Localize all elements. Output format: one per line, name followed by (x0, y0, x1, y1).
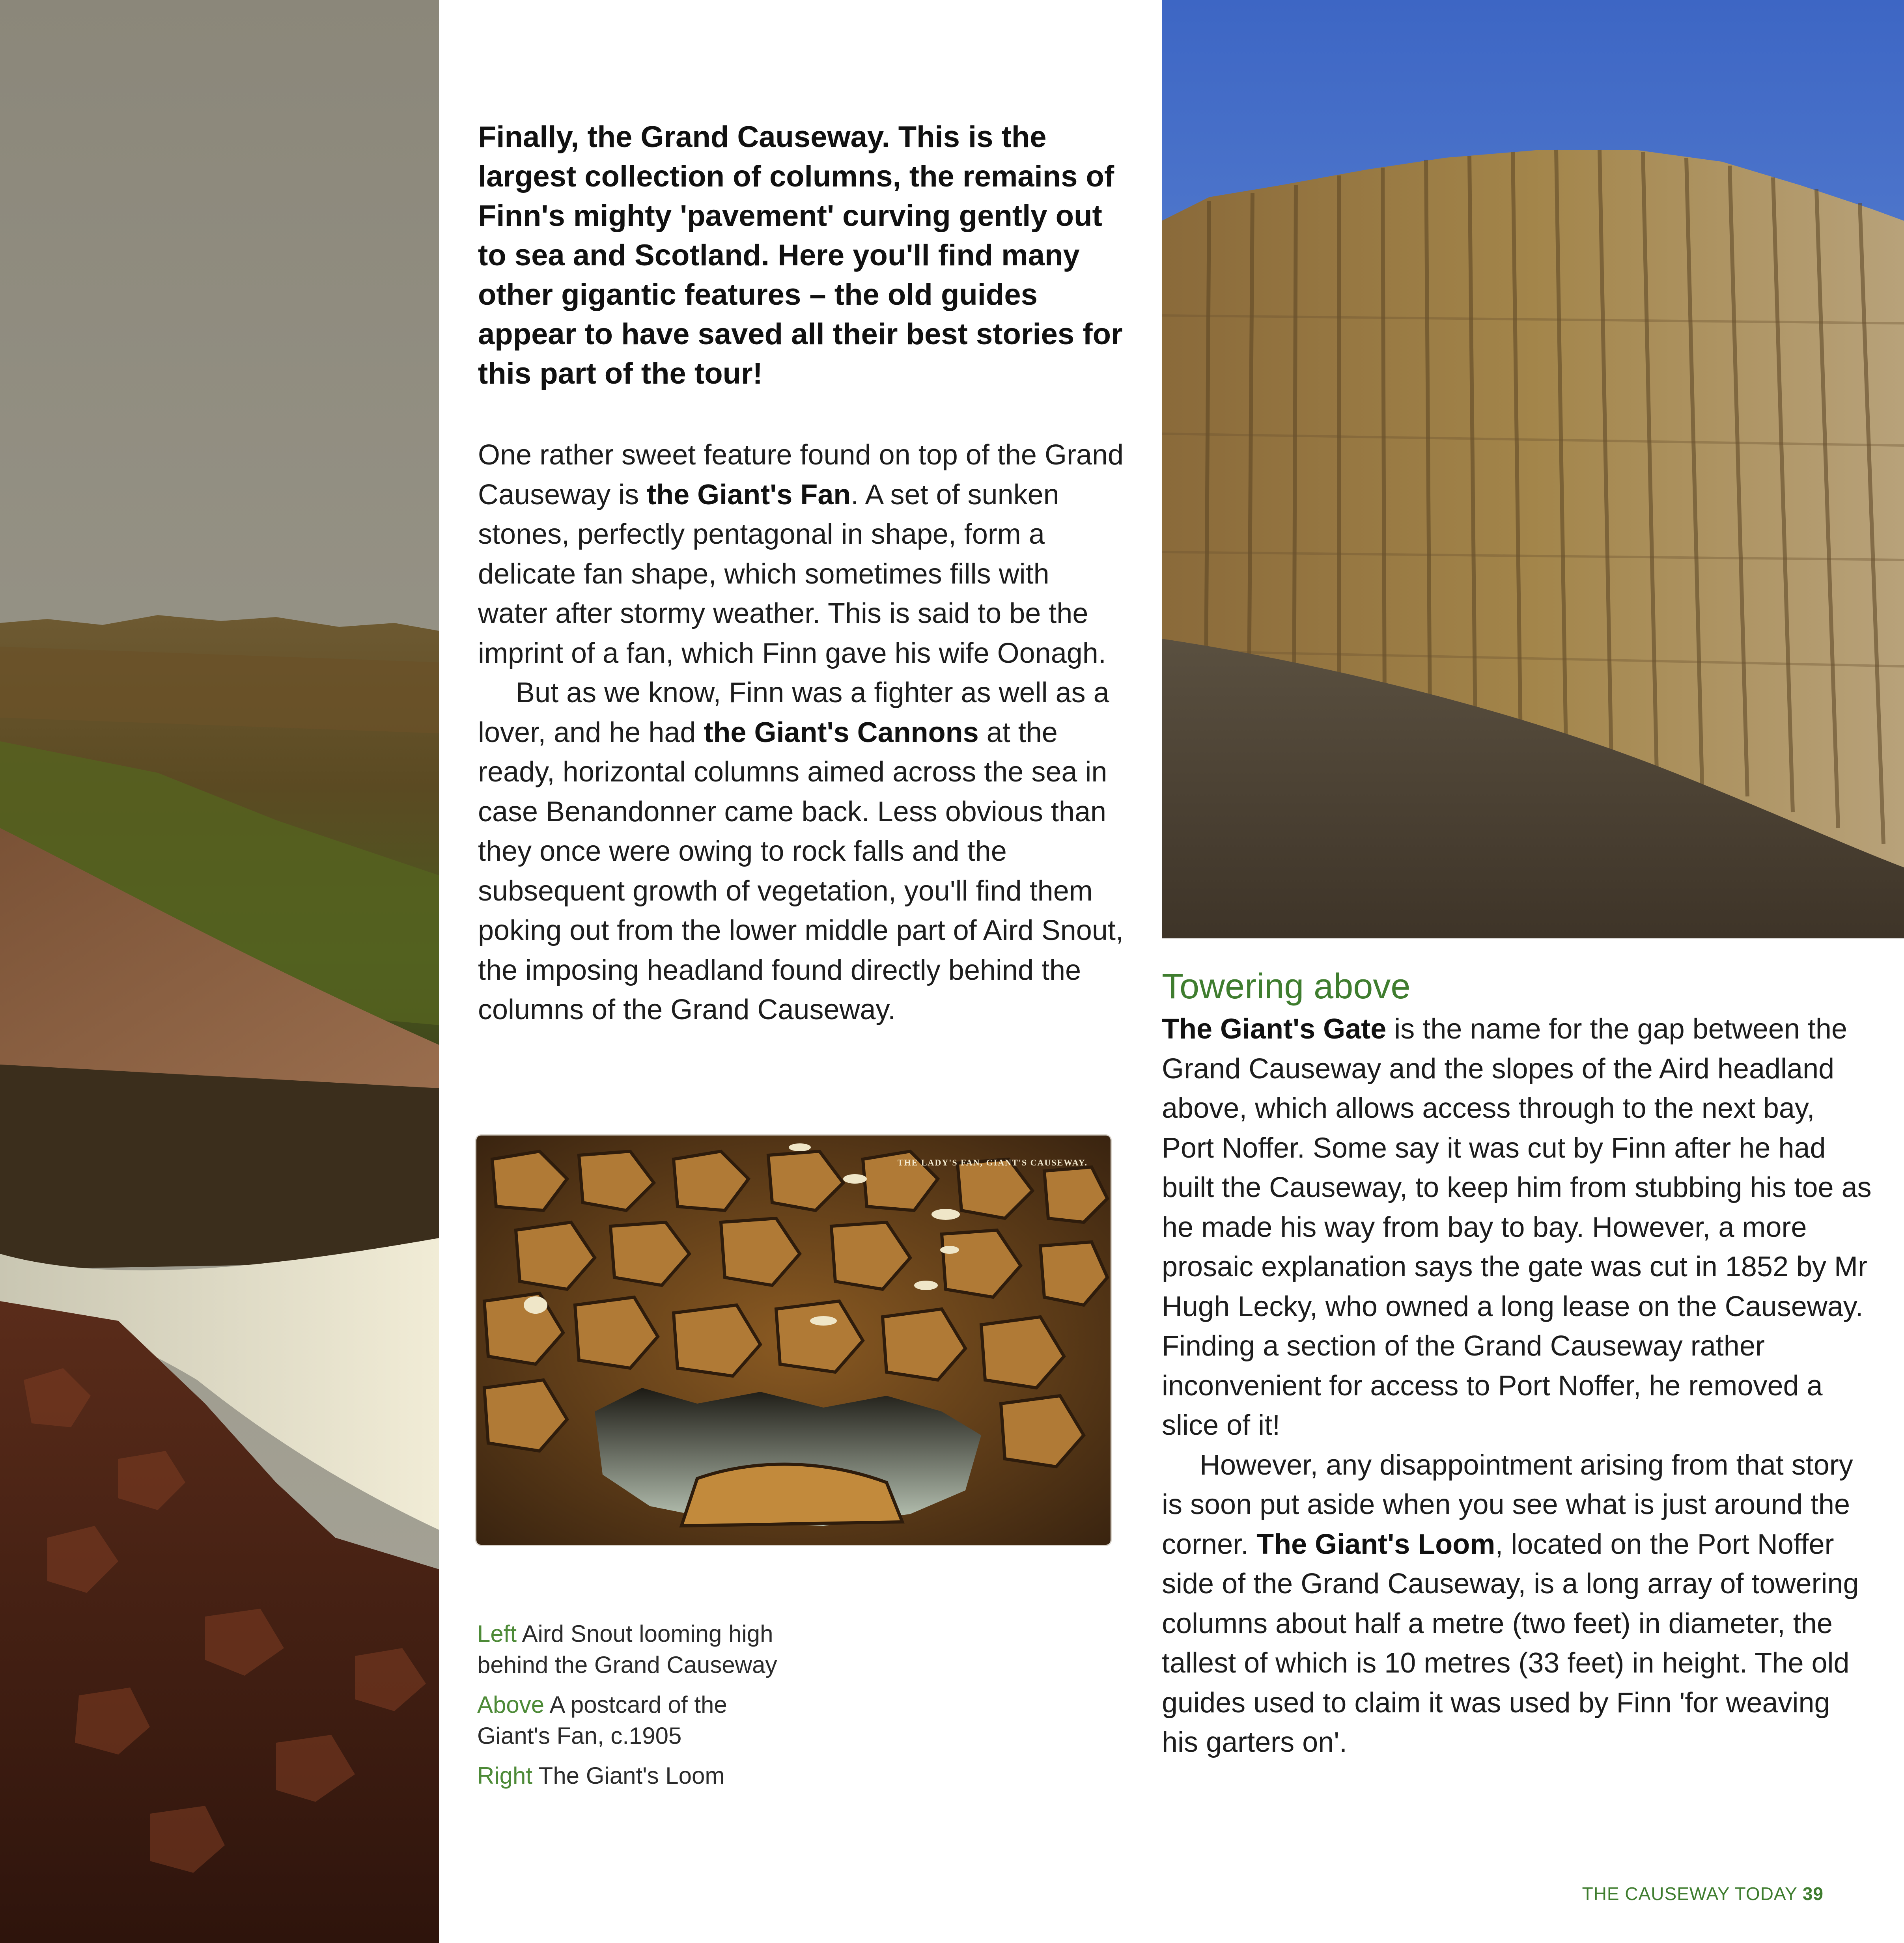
intro-paragraph: Finally, the Grand Causeway. This is the largest collection of columns, the remains of Finn's mighty 'pavement' curving gently out to sea and Scotland. Here you'll find many other gigantic features – the old guides appear to have saved all their best stories for this part of the tour! (478, 120, 1123, 390)
caption-right: Right The Giant's Loom (477, 1762, 725, 1789)
term-giants-loom: The Giant's Loom (1256, 1528, 1495, 1560)
photo-captions (477, 1618, 793, 1800)
right-photo-giants-loom (1162, 0, 1904, 938)
page-footer (1582, 1883, 1824, 1904)
paragraph-giants-loom: However, any disappointment arising from that story is soon put aside when you see what is just around the corner. The Giant's Loom, located on the Port Noffer side of the Grand Causeway, is a long array of towering columns about half a metre (two feet) in diameter, the tallest of which is 10 metres (33 feet) in height. The old guides used to claim it was used by Finn 'for weaving his garters on'. (1162, 1449, 1859, 1758)
term-giants-gate: The Giant's Gate (1162, 1013, 1387, 1045)
postcard-caption-text: THE LADY'S FAN, GIANT'S CAUSEWAY. (897, 1158, 1088, 1167)
paragraph-giants-cannons: But as we know, Finn was a fighter as well as a lover, and he had the Giant's Cannons at the ready, horizontal columns aimed across the sea in case Benandonner came back. Less obvious than they once were owing to rock falls and the subsequent growth of vegetation, you'll find them poking out from the lower middle part of Aird Snout, the imposing headland found directly behind the columns of the Grand Causeway. (478, 677, 1124, 1026)
caption-right-label: Right (477, 1762, 533, 1789)
caption-above: Above A postcard of the Giant's Fan, c.1905 (477, 1691, 727, 1749)
left-photo-aird-snout (0, 0, 439, 1943)
right-column-body (1162, 1009, 1872, 1762)
term-giants-fan: the Giant's Fan (647, 479, 851, 511)
term-giants-cannons: the Giant's Cannons (704, 716, 979, 748)
middle-column-body (478, 435, 1125, 1030)
postcard-giants-fan (476, 1136, 1111, 1545)
paragraph-giants-gate: The Giant's Gate is the name for the gap between the Grand Causeway and the slopes of the Aird headland above, which allows access through to the next bay, Port Noffer. Some say it was cut by Finn after he had built the Causeway, to keep him from stubbing his toe as he made his way from bay to bay. However, a more prosaic explanation says the gate was cut in 1852 by Mr Hugh Lecky, who owned a long lease on the Causeway. Finding a section of the Grand Causeway rather inconvenient for access to Port Noffer, he removed a slice of it! (1162, 1013, 1872, 1441)
section-heading-towering-above: Towering above (1162, 967, 1411, 1006)
footer-section-title: THE CAUSEWAY TODAY (1582, 1883, 1798, 1904)
caption-left: Left Aird Snout looming high behind the Grand Causeway (477, 1620, 777, 1678)
caption-above-label: Above (477, 1691, 545, 1718)
paragraph-giants-fan: One rather sweet feature found on top of the Grand Causeway is the Giant's Fan. A set of sunken stones, perfectly pentagonal in shape, form a delicate fan shape, which sometimes fills with water after stormy weather. This is said to be the imprint of a fan, which Finn gave his wife Oonagh. (478, 439, 1124, 669)
page-number: 39 (1802, 1883, 1824, 1904)
caption-left-label: Left (477, 1620, 517, 1647)
